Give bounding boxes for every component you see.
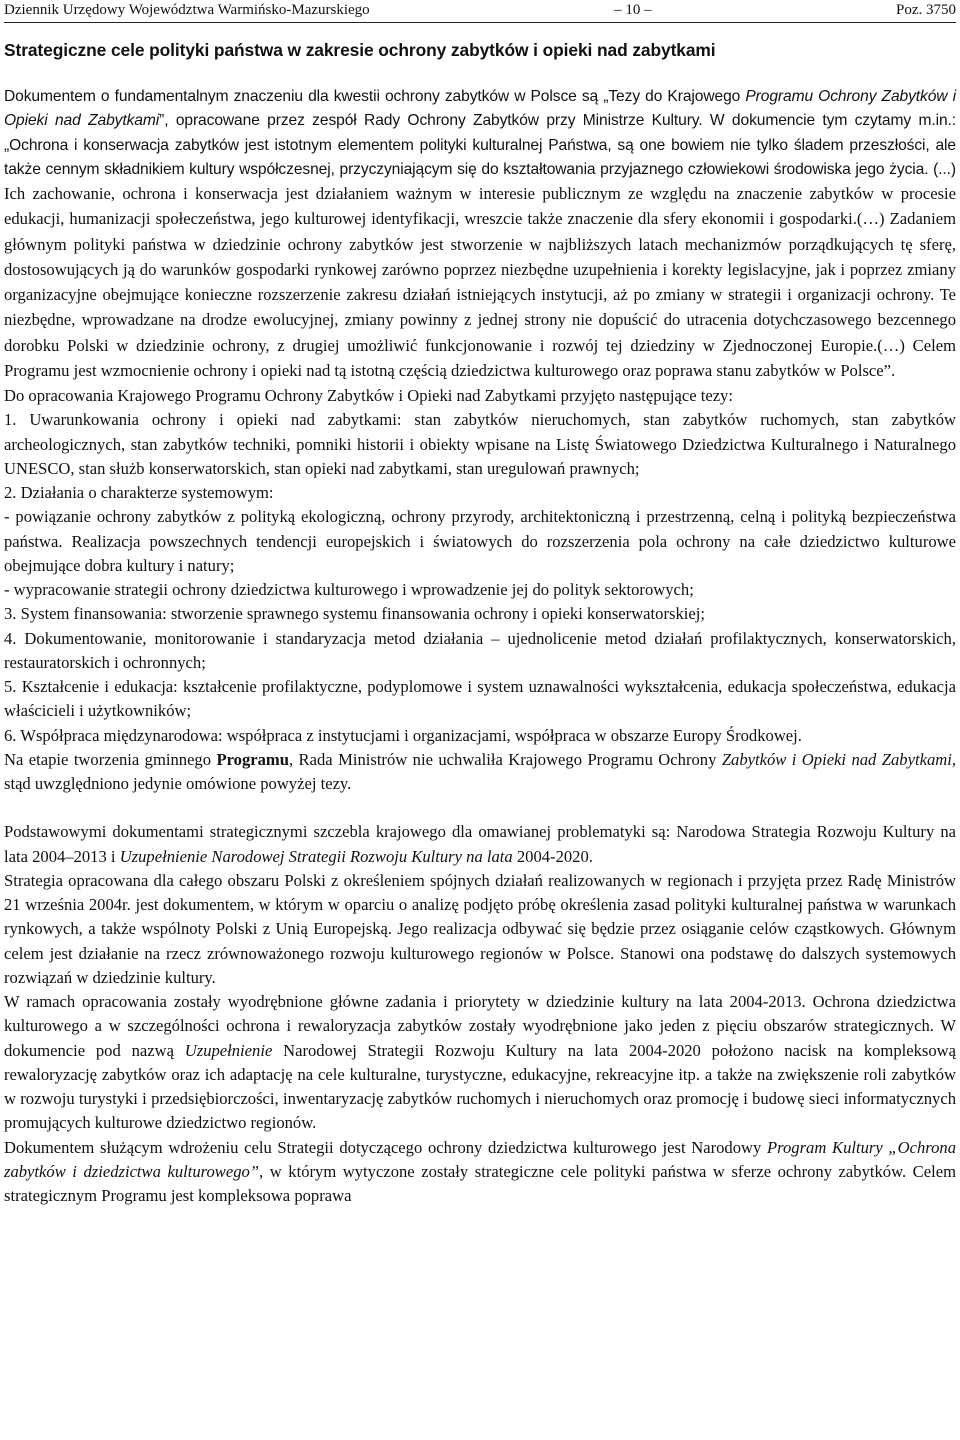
text-run: ”, opracowane przez zespół Rady Ochrony Zabytków przy Ministrze Kultury. W dokumencie tym czytamy m.in.: „Ochrona i konserwacja zabytków jest istotnym elementem polityki kulturalnej Państwa, są one bowiem nie tylko śladem przeszłości, ale także cennym składnikiem kultury współczesnej, przyczyniającym się do kształtowania przyjaznego człowiekowi środowiska jego życia. (...) <box>4 112 956 178</box>
list-item <box>4 627 956 676</box>
text-run: Program Kultury „Ochrona zabytków i dziedzictwa kulturowego” <box>4 1137 957 1181</box>
text-run: - wypracowanie strategii ochrony dziedzictwa kulturowego i wprowadzenie jej do polityk sektorowych; <box>4 580 694 599</box>
text-run: 2. Działania o charakterze systemowym: <box>4 483 274 502</box>
text-run: 4. Dokumentowanie, monitorowanie i standaryzacja metod działania – ujednolicenie metod działań profilaktycznych, konserwatorskich, restauratorskich i ochronnych; <box>4 628 956 672</box>
text-run: 3. System finansowania: stworzenie sprawnego systemu finansowania ochrony i opieki konserwatorskiej; <box>4 604 705 624</box>
text-run: Uzupełnienie Narodowej Strategii Rozwoju Kultury na lata <box>119 846 513 866</box>
text-run: , stąd uwzględniono jedynie omówione powyżej tezy. <box>4 749 956 793</box>
text-run: Ich zachowanie, ochrona i konserwacja jest działaniem ważnym w interesie publicznym ze względu na znaczenie zabytków w procesie edukacji, humanizacji społeczeństwa, jego kulturowej identyfikacji, wreszcie także znaczenie dla sfery ekonomii i gospodarki.(…) Zadaniem głównym polityki państwa w dziedzinie ochrony zabytków jest stworzenie w najbliższych latach mechanizmów porządkujących tę sferę, dostosowujących ją do warunków gospodarki rynkowej zarówno poprzez niezbędne uzupełnienia i korekty legislacyjne, jak i poprzez zmiany organizacyjne obejmujące konieczne rozszerzenie zakresu działań istniejących instytucji, aż po zmiany w strategii i organizacji ochrony. Te niezbędne, wprowadzane na drodze ewolucyjnej, zmiany powinny z jednej strony nie dopuścić do utracenia dotychczasowego bezcennego dorobku Polski w dziedzinie ochrony, z drugiej umożliwić funkcjonowanie i rozwój tej dziedziny w Zjednoczonej Europie.(…) Celem Programu jest wzmocnienie ochrony i opieki nad tą istotną częścią dziedzictwa kulturowego oraz poprawa stanu zabytków w Polsce”. <box>4 184 956 380</box>
list-item <box>4 481 956 505</box>
text-run: - powiązanie ochrony zabytków z polityką ekologiczną, ochrony przyrody, architektoniczną i przestrzenną, celną i polityką bezpieczeństwa państwa. Realizacja powszechnych tendencji europejskich i światowych do rozszerzenia pola ochrony na całe dziedzictwo kulturowe obejmujące dobra kultury i natury; <box>4 507 956 575</box>
list-item <box>4 724 956 748</box>
list-item <box>4 602 956 626</box>
text-run: , w którym wytyczone zostały strategiczne cele polityki państwa w sferze ochrony zabytków. Celem strategicznym Programu jest kompleksowa poprawa <box>4 1161 956 1205</box>
document-body <box>4 85 956 1208</box>
running-header <box>4 0 956 23</box>
section-title: Strategiczne cele polityki państwa w zakresie ochrony zabytków i opieki nad zabytkami <box>4 40 716 60</box>
page-number: – 10 – <box>614 2 652 18</box>
list-item <box>4 675 956 724</box>
paragraph <box>4 748 956 797</box>
journal-title: Dziennik Urzędowy Województwa Warmińsko-Mazurskiego <box>4 2 370 18</box>
text-run: 5. Kształcenie i edukacja: kształcenie profilaktyczne, podyplomowe i system uznawalności wykształcenia, edukacja społeczeństwa, edukacja właścicieli i użytkowników; <box>4 677 956 721</box>
paragraph <box>4 1136 956 1209</box>
paragraph <box>4 990 956 1136</box>
text-run: Uzupełnienie <box>184 1040 273 1060</box>
paragraph <box>4 384 956 408</box>
text-run: Strategia opracowana dla całego obszaru Polski z określeniem spójnych działań realizowanych w regionach i przyjęta przez Radę Ministrów 21 września 2004r. jest dokumentem, w którym w oparciu o analizę podjęto próbę określenia zasad polityki kulturalnej państwa w warunkach rynkowych, a także wspólnoty Polski z Unią Europejską. Jego realizacja odbywać się będzie przez osiąganie celów cząstkowych. Głównym celem jest działanie na rzecz zrównoważonego rozwoju kulturowego regionów w Polsce. Stanowi ona podstawę do dalszych systemowych rozwiązań w dziedzinie kultury. <box>4 870 956 987</box>
text-run: W ramach opracowania zostały wyodrębnione główne zadania i priorytety w dziedzinie kultury na lata 2004-2013. Ochrona dziedzictwa kulturowego a w szczególności ochrona i rewaloryzacja zabytków zostały wyodrębnione jako jeden z pięciu obszarów strategicznych. W dokumencie pod nazwą <box>4 992 956 1060</box>
text-run: Programu <box>216 749 289 769</box>
text-run: Na etapie tworzenia gminnego <box>4 749 217 769</box>
text-run: Do opracowania Krajowego Programu Ochrony Zabytków i Opieki nad Zabytkami przyjęto następujące tezy: <box>4 386 733 405</box>
position-number: Poz. 3750 <box>896 2 956 18</box>
text-run: 6. Współpraca międzynarodowa: współpraca z instytucjami i organizacjami, współpraca w obszarze Europy Środkowej. <box>4 725 802 745</box>
list-item <box>4 408 956 481</box>
text-run: 2004-2020. <box>512 846 593 866</box>
text-run: Programu Ochrony Zabytków i Opieki nad Zabytkami <box>4 88 956 130</box>
paragraph <box>4 85 956 384</box>
list-item <box>4 578 956 602</box>
text-run: , Rada Ministrów nie uchwaliła Krajowego Programu Ochrony <box>288 749 722 769</box>
text-run: Dokumentem o fundamentalnym znaczeniu dla kwestii ochrony zabytków w Polsce są „Tezy do Krajowego <box>4 88 746 105</box>
list-item <box>4 505 956 578</box>
paragraph <box>4 820 956 869</box>
text-run: Zabytków i Opieki nad Zabytkami <box>721 749 952 769</box>
text-run: Narodowej Strategii Rozwoju Kultury na lata 2004-2020 położono nacisk na kompleksową rewaloryzację zabytków oraz ich adaptację na cele kulturalne, turystyczne, edukacyjne, rekreacyjne itp. a także na zwiększenie roli zabytków w rozwoju turystyki i przedsiębiorczości, inwentaryzację zabytków ruchomych i nieruchomych oraz promocję i budowę sieci informatycznych promujących kulturowe dziedzictwo regionów. <box>4 1040 956 1133</box>
paragraph-gap <box>4 796 956 820</box>
text-run: Dokumentem służącym wdrożeniu celu Strategii dotyczącego ochrony dziedzictwa kulturowego jest Narodowy <box>4 1137 767 1157</box>
text-run: 1. Uwarunkowania ochrony i opieki nad zabytkami: stan zabytków nieruchomych, stan zabytków ruchomych, stan zabytków archeologicznych, stan zabytków techniki, pomniki historii i obiekty wpisane na Listę Światowego Dziedzictwa Kulturalnego i Naturalnego UNESCO, stan służb konserwatorskich, stan opieki nad zabytkami, stan uregulowań prawnych; <box>4 410 956 478</box>
text-run: Podstawowymi dokumentami strategicznymi szczebla krajowego dla omawianej problematyki są: Narodowa Strategia Rozwoju Kultury na lata 2004–2013 i <box>4 822 956 866</box>
paragraph <box>4 869 956 990</box>
